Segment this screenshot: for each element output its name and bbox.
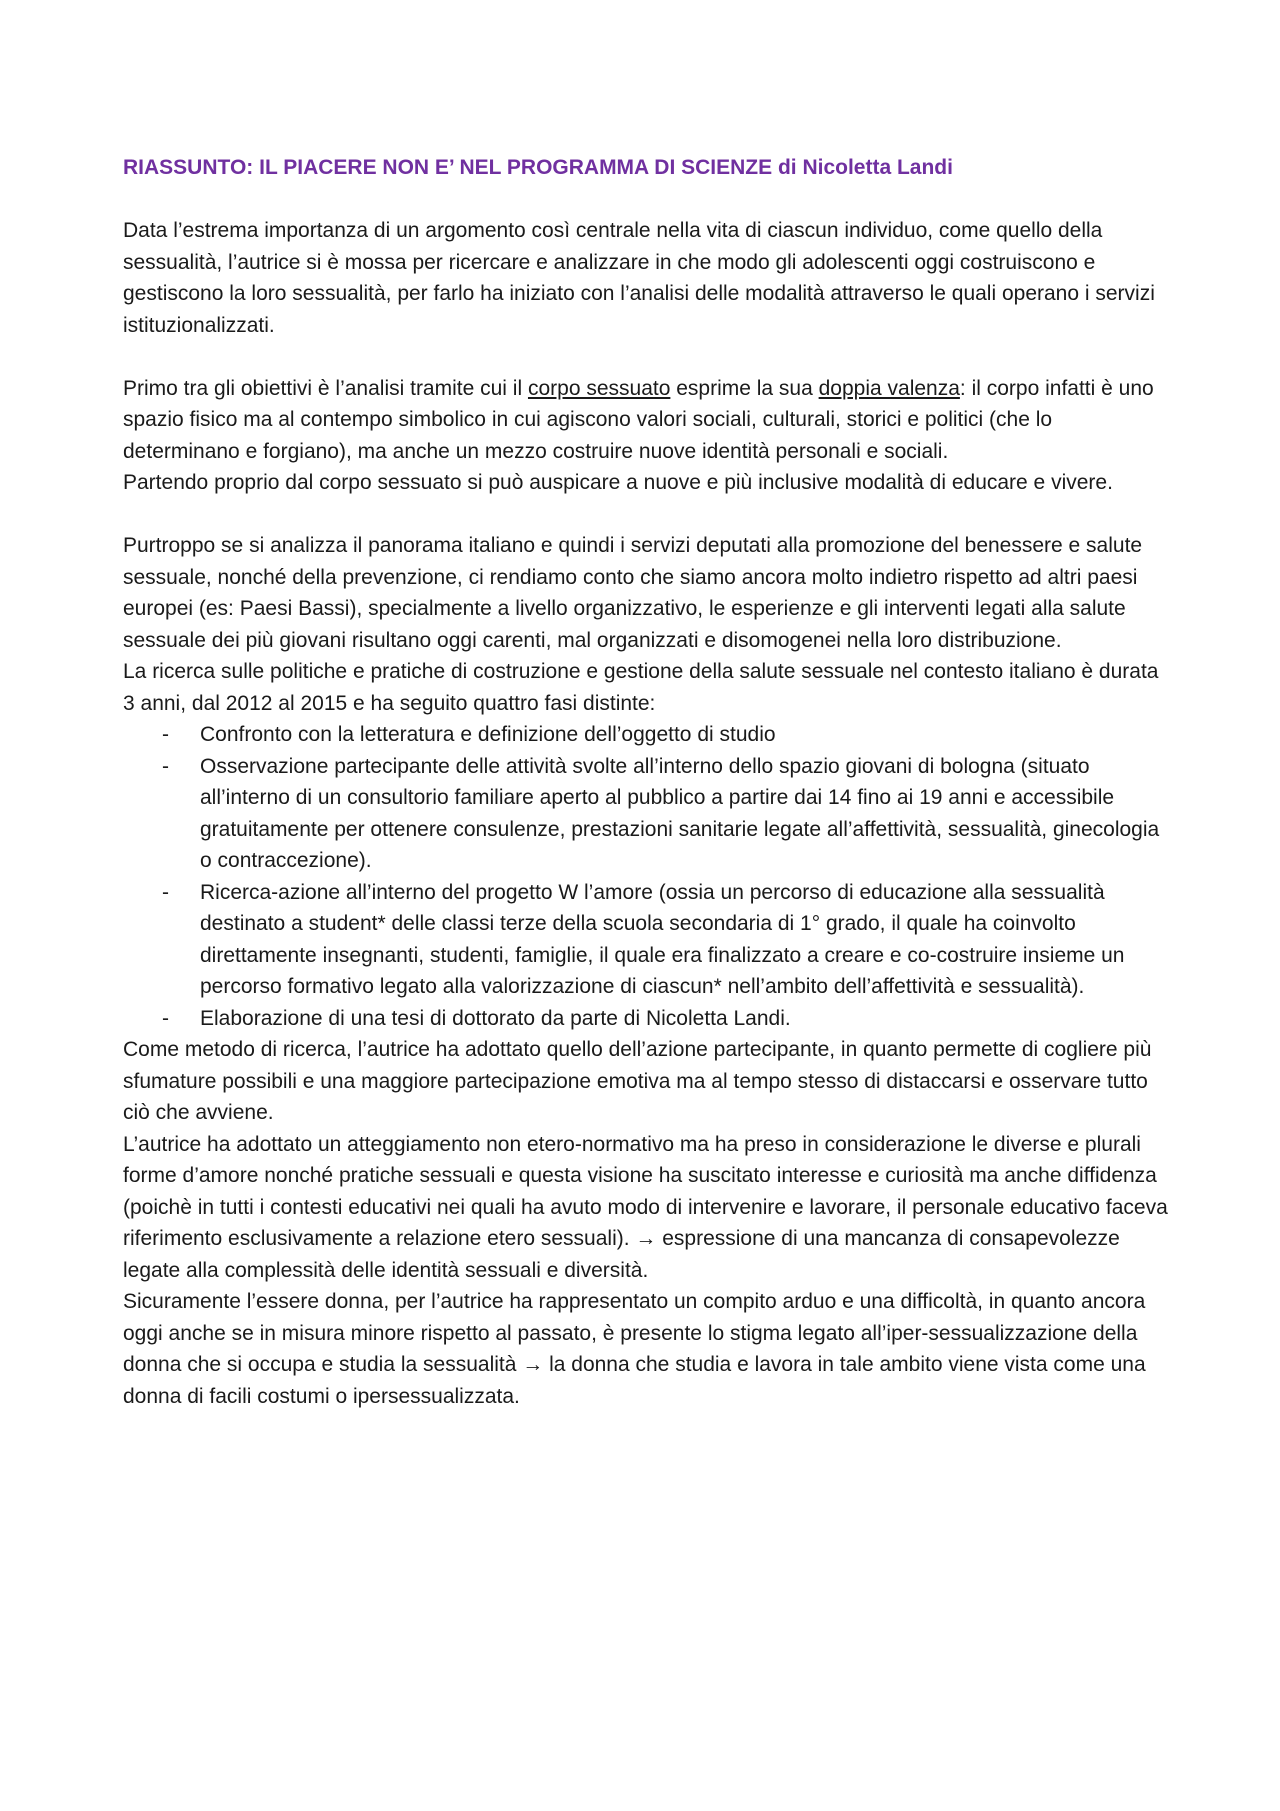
phases-list bbox=[123, 719, 1173, 1034]
paragraph-objectives-text-a: Primo tra gli obiettivi è l’analisi tramite cui il bbox=[123, 376, 528, 400]
paragraph-metodo: Come metodo di ricerca, l’autrice ha adottato quello dell’azione partecipante, in quanto permette di cogliere più sfumature possibili e una maggiore partecipazione emotiva ma al tempo stesso di distaccarsi e osservare tutto ciò che avviene. bbox=[123, 1038, 1152, 1124]
paragraph-essere-donna: Sicuramente l’essere donna, per l’autrice ha rappresentato un compito arduo e una difficoltà, in quanto ancora oggi anche se in misura minore rispetto al passato, è presente lo stigma legato all’iper-sessualizzazione della donna che si occupa e studia la sessualità → la donna che studia e lavora in tale ambito viene vista come una donna di facili costumi o ipersessualizzata. bbox=[123, 1290, 1146, 1408]
paragraph-atteggiamento: L’autrice ha adottato un atteggiamento non etero-normativo ma ha preso in considerazione le diverse e plurali forme d’amore nonché pratiche sessuali e questa visione ha suscitato interesse e curiosità ma anche diffidenza (poichè in tutti i contesti educativi nei quali ha avuto modo di intervenire e lavorare, il personale educativo faceva riferimento esclusivamente a relazione etero sessuali). → espressione di una mancanza di consapevolezze legate alla complessità delle identità sessuali e diversità. bbox=[123, 1132, 1168, 1282]
paragraph-objectives-text-b: esprime la sua bbox=[670, 376, 819, 400]
paragraph-panorama: Purtroppo se si analizza il panorama italiano e quindi i servizi deputati alla promozione del benessere e salute sessuale, nonché della prevenzione, ci rendiamo conto che siamo ancora molto indietro rispetto ad altri paesi europei (es: Paesi Bassi), specialmente a livello organizzativo, le esperienze e gli interventi legati alla salute sessuale dei più giovani risultano oggi carenti, mal organizzati e disomogenei nella loro distribuzione. bbox=[123, 534, 1143, 652]
paragraph-objectives bbox=[123, 373, 1173, 468]
paragraph-corpo-sessuato: Partendo proprio dal corpo sessuato si può auspicare a nuove e più inclusive modalità di educare e vivere. bbox=[123, 471, 1113, 494]
paragraph-ricerca: La ricerca sulle politiche e pratiche di costruzione e gestione della salute sessuale nel contesto italiano è durata 3 anni, dal 2012 al 2015 e ha seguito quattro fasi distinte: bbox=[123, 660, 1159, 715]
underlined-corpo-sessuato: corpo sessuato bbox=[527, 376, 671, 400]
list-item: - Elaborazione di una tesi di dottorato da parte di Nicoletta Landi. bbox=[123, 1003, 1173, 1035]
list-item: - Osservazione partecipante delle attività svolte all’interno dello spazio giovani di bologna (situato all’interno di un consultorio familiare aperto al pubblico a partire dai 14 fino ai 19 anni e accessibile gratuitamente per ottenere consulenze, prestazioni sanitarie legate all’affettività, sessualità, ginecologia o contraccezione). bbox=[123, 751, 1173, 877]
list-item: - Confronto con la letteratura e definizione dell’oggetto di studio bbox=[123, 719, 1173, 751]
document-body bbox=[123, 152, 1173, 1412]
underlined-doppia-valenza: doppia valenza bbox=[818, 376, 960, 400]
document-title: RIASSUNTO: IL PIACERE NON E’ NEL PROGRAMMA DI SCIENZE di Nicoletta Landi bbox=[123, 156, 953, 179]
paragraph-objectives-text-c: : il corpo infatti è uno spazio fisico ma al contempo simbolico in cui agiscono valori sociali, culturali, storici e politici (che lo determinano e forgiano), ma anche un mezzo costruire nuove identità personali e sociali. bbox=[123, 376, 1154, 463]
paragraph-intro: Data l’estrema importanza di un argomento così centrale nella vita di ciascun individuo, come quello della sessualità, l’autrice si è mossa per ricercare e analizzare in che modo gli adolescenti oggi costruiscono e gestiscono la loro sessualità, per farlo ha iniziato con l’analisi delle modalità attraverso le quali operano i servizi istituzionalizzati. bbox=[123, 219, 1155, 337]
list-item: - Ricerca-azione all’interno del progetto W l’amore (ossia un percorso di educazione alla sessualità destinato a student* delle classi terze della scuola secondaria di 1° grado, il quale ha coinvolto direttamente insegnanti, studenti, famiglie, il quale era finalizzato a creare e co-costruire insieme un percorso formativo legato alla valorizzazione di ciascun* nell’ambito dell’affettività e sessualità). bbox=[123, 877, 1173, 1003]
